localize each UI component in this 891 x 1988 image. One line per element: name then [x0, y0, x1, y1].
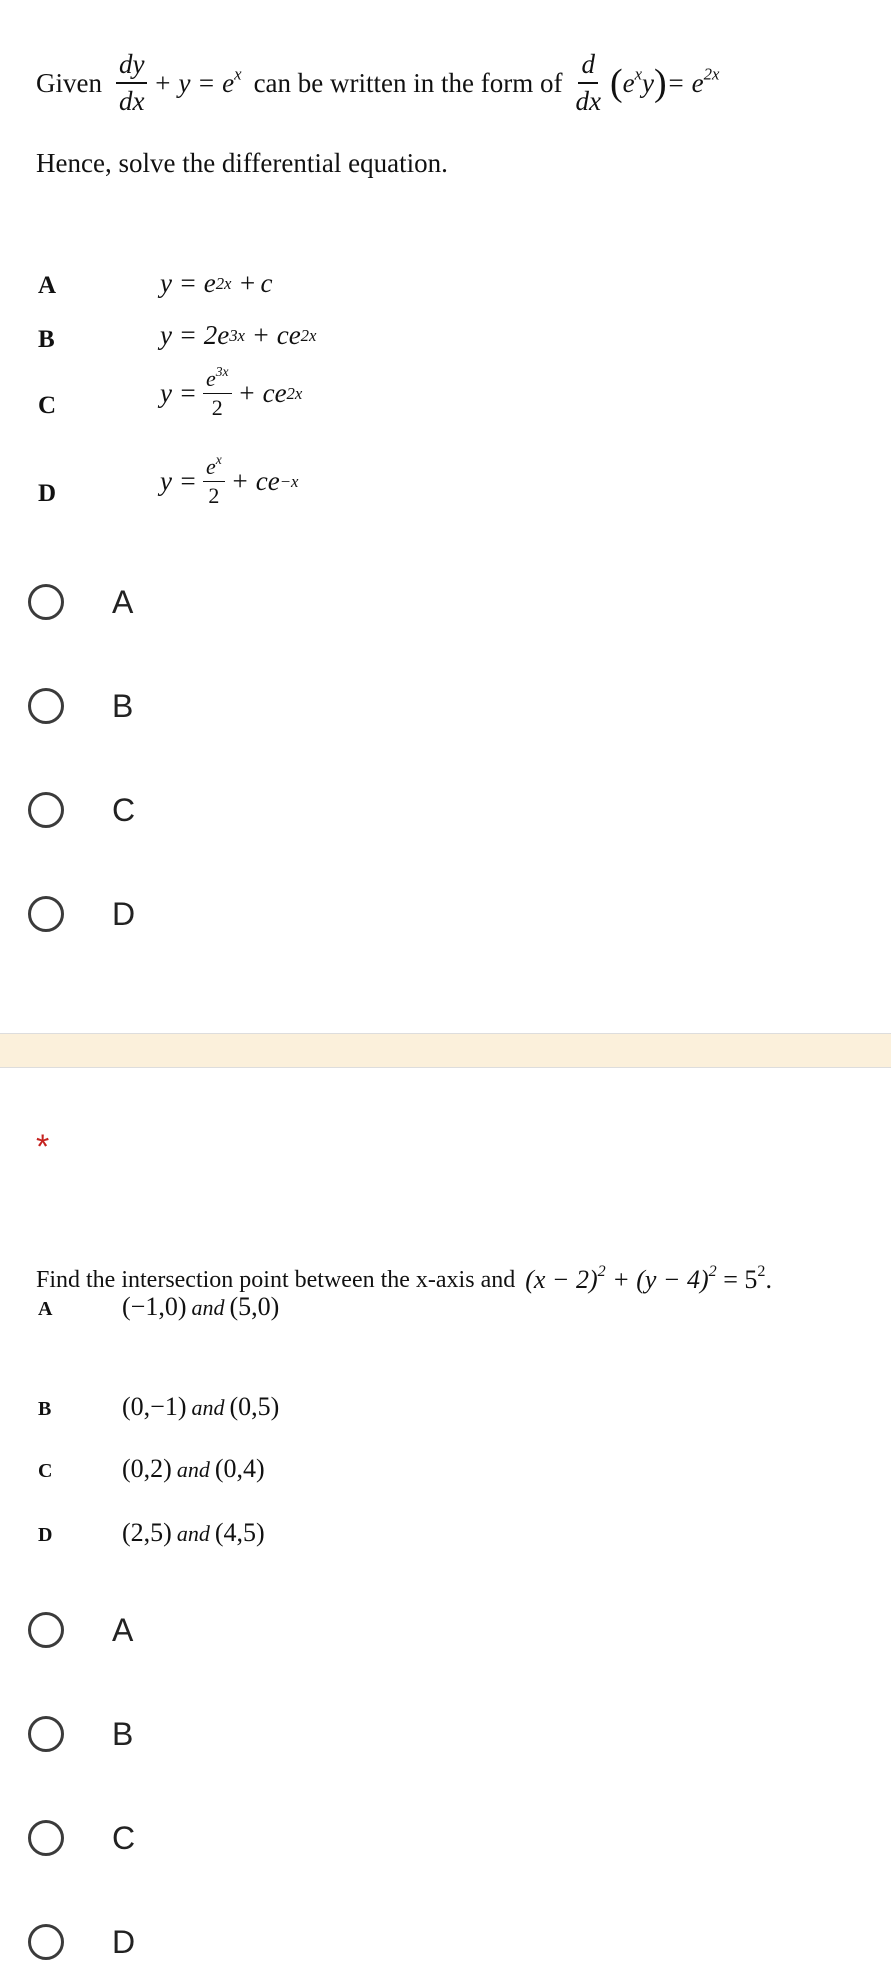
required-marker: * — [36, 1128, 50, 1166]
q2-option-letter: B — [38, 1398, 52, 1420]
question-divider — [0, 1033, 891, 1068]
stem-equation: + $y = e^x$ — [153, 63, 242, 98]
q2-option-letter: A — [38, 1298, 53, 1320]
q1-option-letter: C — [38, 392, 57, 419]
q1-option-letter: A — [38, 272, 57, 299]
question1-instruction: Hence, solve the differential equation. — [36, 148, 448, 178]
q1-choice-a[interactable]: A — [28, 572, 133, 632]
question2-stem: Find the intersection point between the x-axis and $(x - 2)^2 + (y - 4)^2 = 5^2$. — [36, 1262, 772, 1294]
stem-form-inner: $e^xy$ — [622, 63, 655, 98]
q2-option-b-math: (0,−1) and (0,5) — [122, 1392, 280, 1421]
radio-button[interactable] — [28, 792, 64, 828]
q2-option-c-math: (0,2) and (0,4) — [122, 1454, 265, 1483]
question1-stem: Given $\frac{dy}{dx}$ + $y = e^x$ can be written in the form of $\frac{d}{dx}$ ( $e^xy$ ) = $e^{2x}$ — [36, 49, 720, 116]
q2-option-a-math: (−1,0) and (5,0) — [122, 1292, 280, 1321]
q2-choice-d[interactable]: D — [28, 1912, 135, 1972]
q1-option-d-math: y = $\frac{e^x}{2}$ + ce −x — [160, 451, 299, 508]
radio-button[interactable] — [28, 896, 64, 932]
stem-given: Given — [36, 67, 102, 98]
q2-option-letter: C — [38, 1460, 53, 1482]
q1-choice-d[interactable]: D — [28, 884, 135, 944]
q1-choice-c[interactable]: C — [28, 780, 135, 840]
q1-option-b-math: y = 2e 3x + ce 2x — [160, 320, 317, 350]
radio-button[interactable] — [28, 1924, 64, 1960]
dy-dx-fraction: $\frac{dy}{dx}$ — [116, 51, 147, 115]
circle-equation: $(x - 2)^2 + (y - 4)^2 = 5^2$. — [525, 1262, 772, 1294]
stem-mid-text: can be written in the form of — [253, 67, 563, 98]
q1-option-letter: B — [38, 326, 55, 353]
q1-choice-b[interactable]: B — [28, 676, 133, 736]
q1-option-c-math: y = $\frac{e^{3x}}{2}$ + ce 2x — [160, 363, 303, 420]
q2-choice-c[interactable]: C — [28, 1808, 135, 1868]
q2-option-d-math: (2,5) and (4,5) — [122, 1518, 265, 1547]
q1-option-a-math: y = e 2x + c — [160, 268, 273, 298]
radio-button[interactable] — [28, 1820, 64, 1856]
d-dx-fraction: $\frac{d}{dx}$ — [575, 49, 601, 116]
q2-option-letter: D — [38, 1524, 53, 1546]
stem-form-rhs: = $e^{2x}$ — [666, 63, 720, 98]
radio-button[interactable] — [28, 1612, 64, 1648]
q2-choice-a[interactable]: A — [28, 1600, 133, 1660]
radio-button[interactable] — [28, 584, 64, 620]
radio-button[interactable] — [28, 1716, 64, 1752]
q2-choice-b[interactable]: B — [28, 1704, 133, 1764]
q1-option-letter: D — [38, 480, 57, 507]
radio-button[interactable] — [28, 688, 64, 724]
